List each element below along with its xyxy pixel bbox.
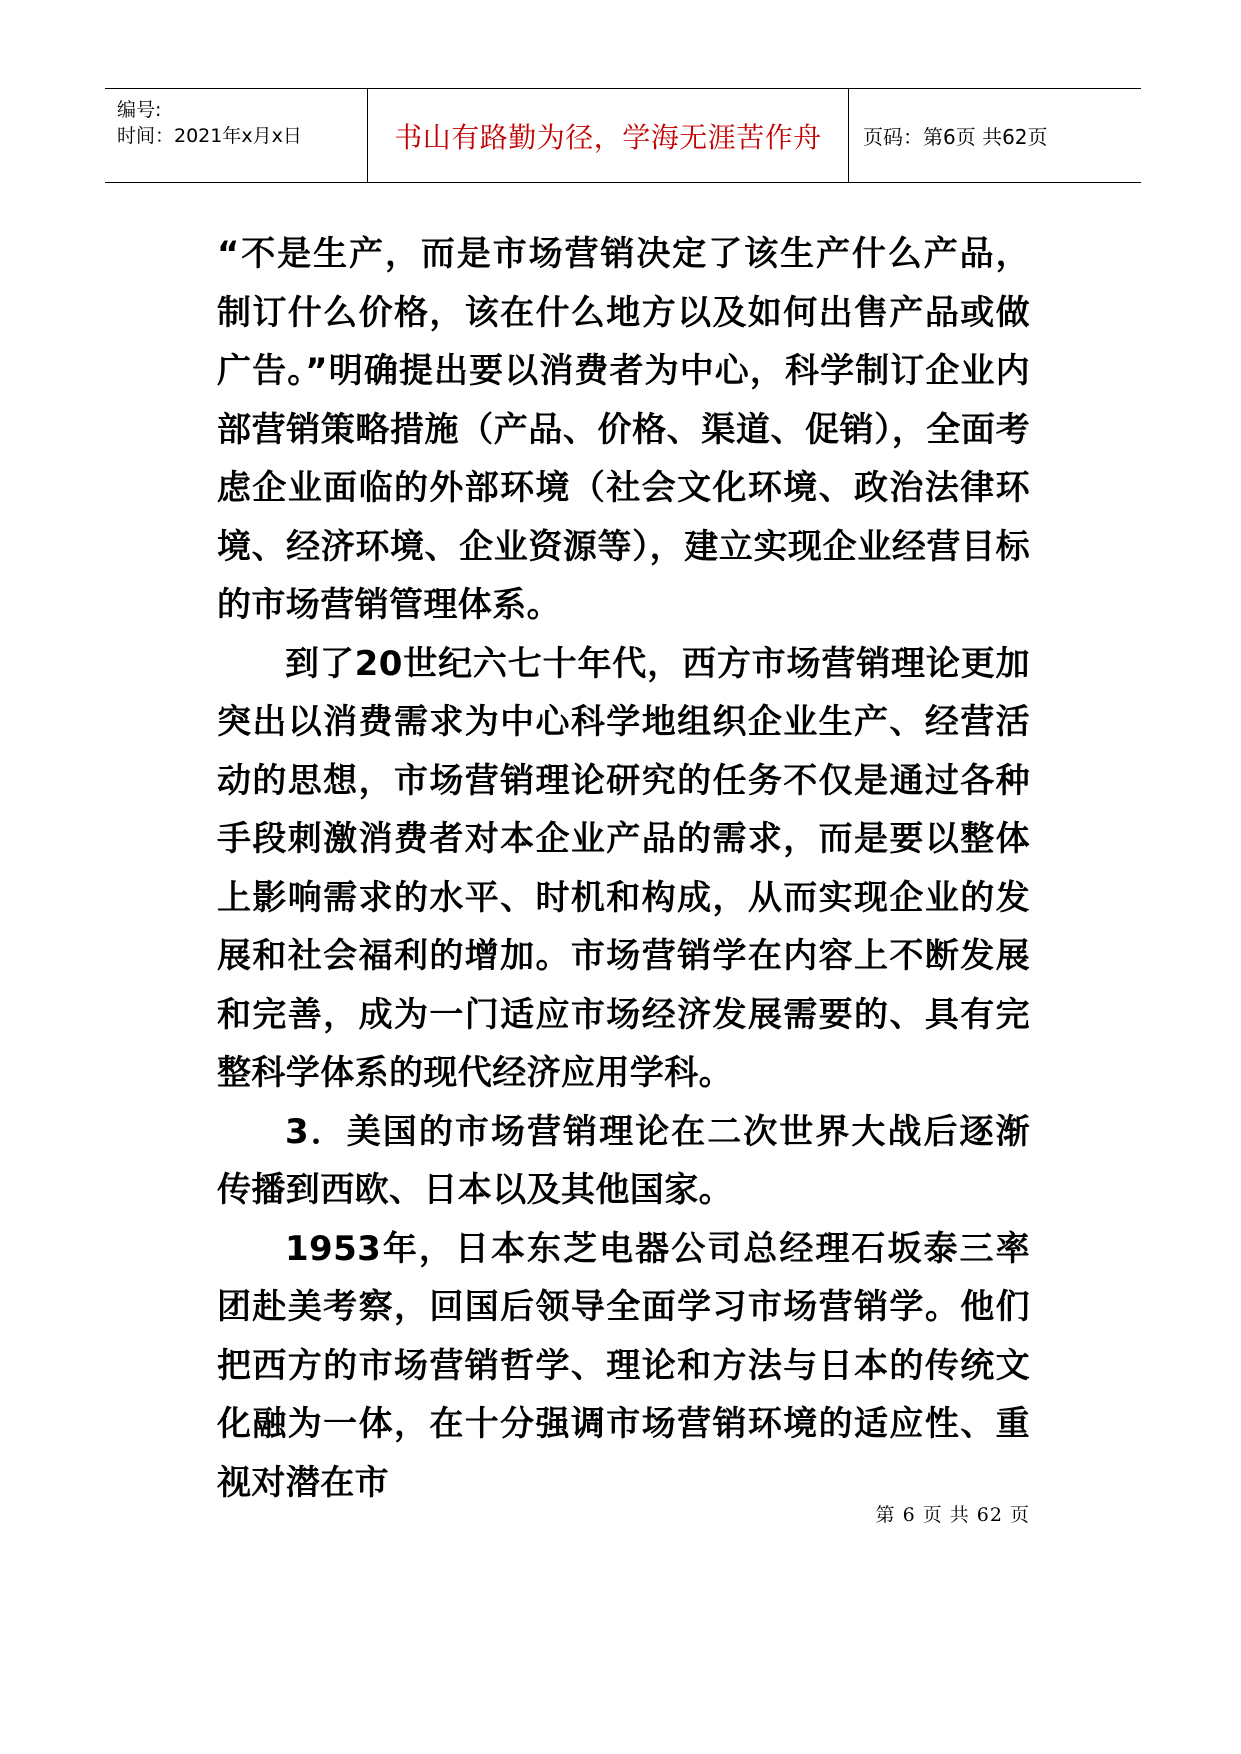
document-body — [217, 225, 1030, 1512]
body-paragraph: 3．美国的市场营销理论在二次世界大战后逐渐传播到西欧、日本以及其他国家。 — [217, 1111, 1030, 1210]
header-page-cell — [849, 89, 1141, 182]
header-meta-cell — [105, 89, 367, 182]
document-number-label: 编号: — [117, 99, 162, 121]
body-paragraph: 到了20世纪六七十年代，西方市场营销理论更加突出以消费需求为中心科学地组织企业生产、经营活动的思想，市场营销理论研究的任务不仅是通过各种手段刺激消费者对本企业产品的需求，而是要以整体上影响需求的水平、时机和构成，从而实现企业的发展和社会福利的增加。市场营销学在内容上不断发展和完善，成为一门适应市场经济发展需要的、具有完整科学体系的现代经济应用学科。 — [217, 643, 1030, 1093]
body-paragraph: “不是生产，而是市场营销决定了该生产什么产品，制订什么价格，该在什么地方以及如何出售产品或做广告。”明确提出要以消费者为中心，科学制订企业内部营销策略措施（产品、价格、渠道、促销），全面考虑企业面临的外部环境（社会文化环境、政治法律环境、经济环境、企业资源等），建立实现企业经营目标的市场营销管理体系。 — [217, 234, 1030, 625]
document-time-label: 时间：2021年x月x日 — [117, 125, 302, 147]
page-footer: 第 6 页 共 62 页 — [875, 1504, 1030, 1526]
header-motto-cell — [367, 89, 849, 182]
body-paragraph: 1953年，日本东芝电器公司总经理石坂泰三率团赴美考察，回国后领导全面学习市场营销学。他们把西方的市场营销哲学、理论和方法与日本的传统文化融为一体，在十分强调市场营销环境的适应性、重视对潜在市 — [217, 1228, 1030, 1503]
header-page-number: 页码：第6页 共62页 — [863, 125, 1048, 149]
page-header — [105, 88, 1141, 183]
header-motto: 书山有路勤为径，学海无涯苦作舟 — [394, 120, 822, 154]
